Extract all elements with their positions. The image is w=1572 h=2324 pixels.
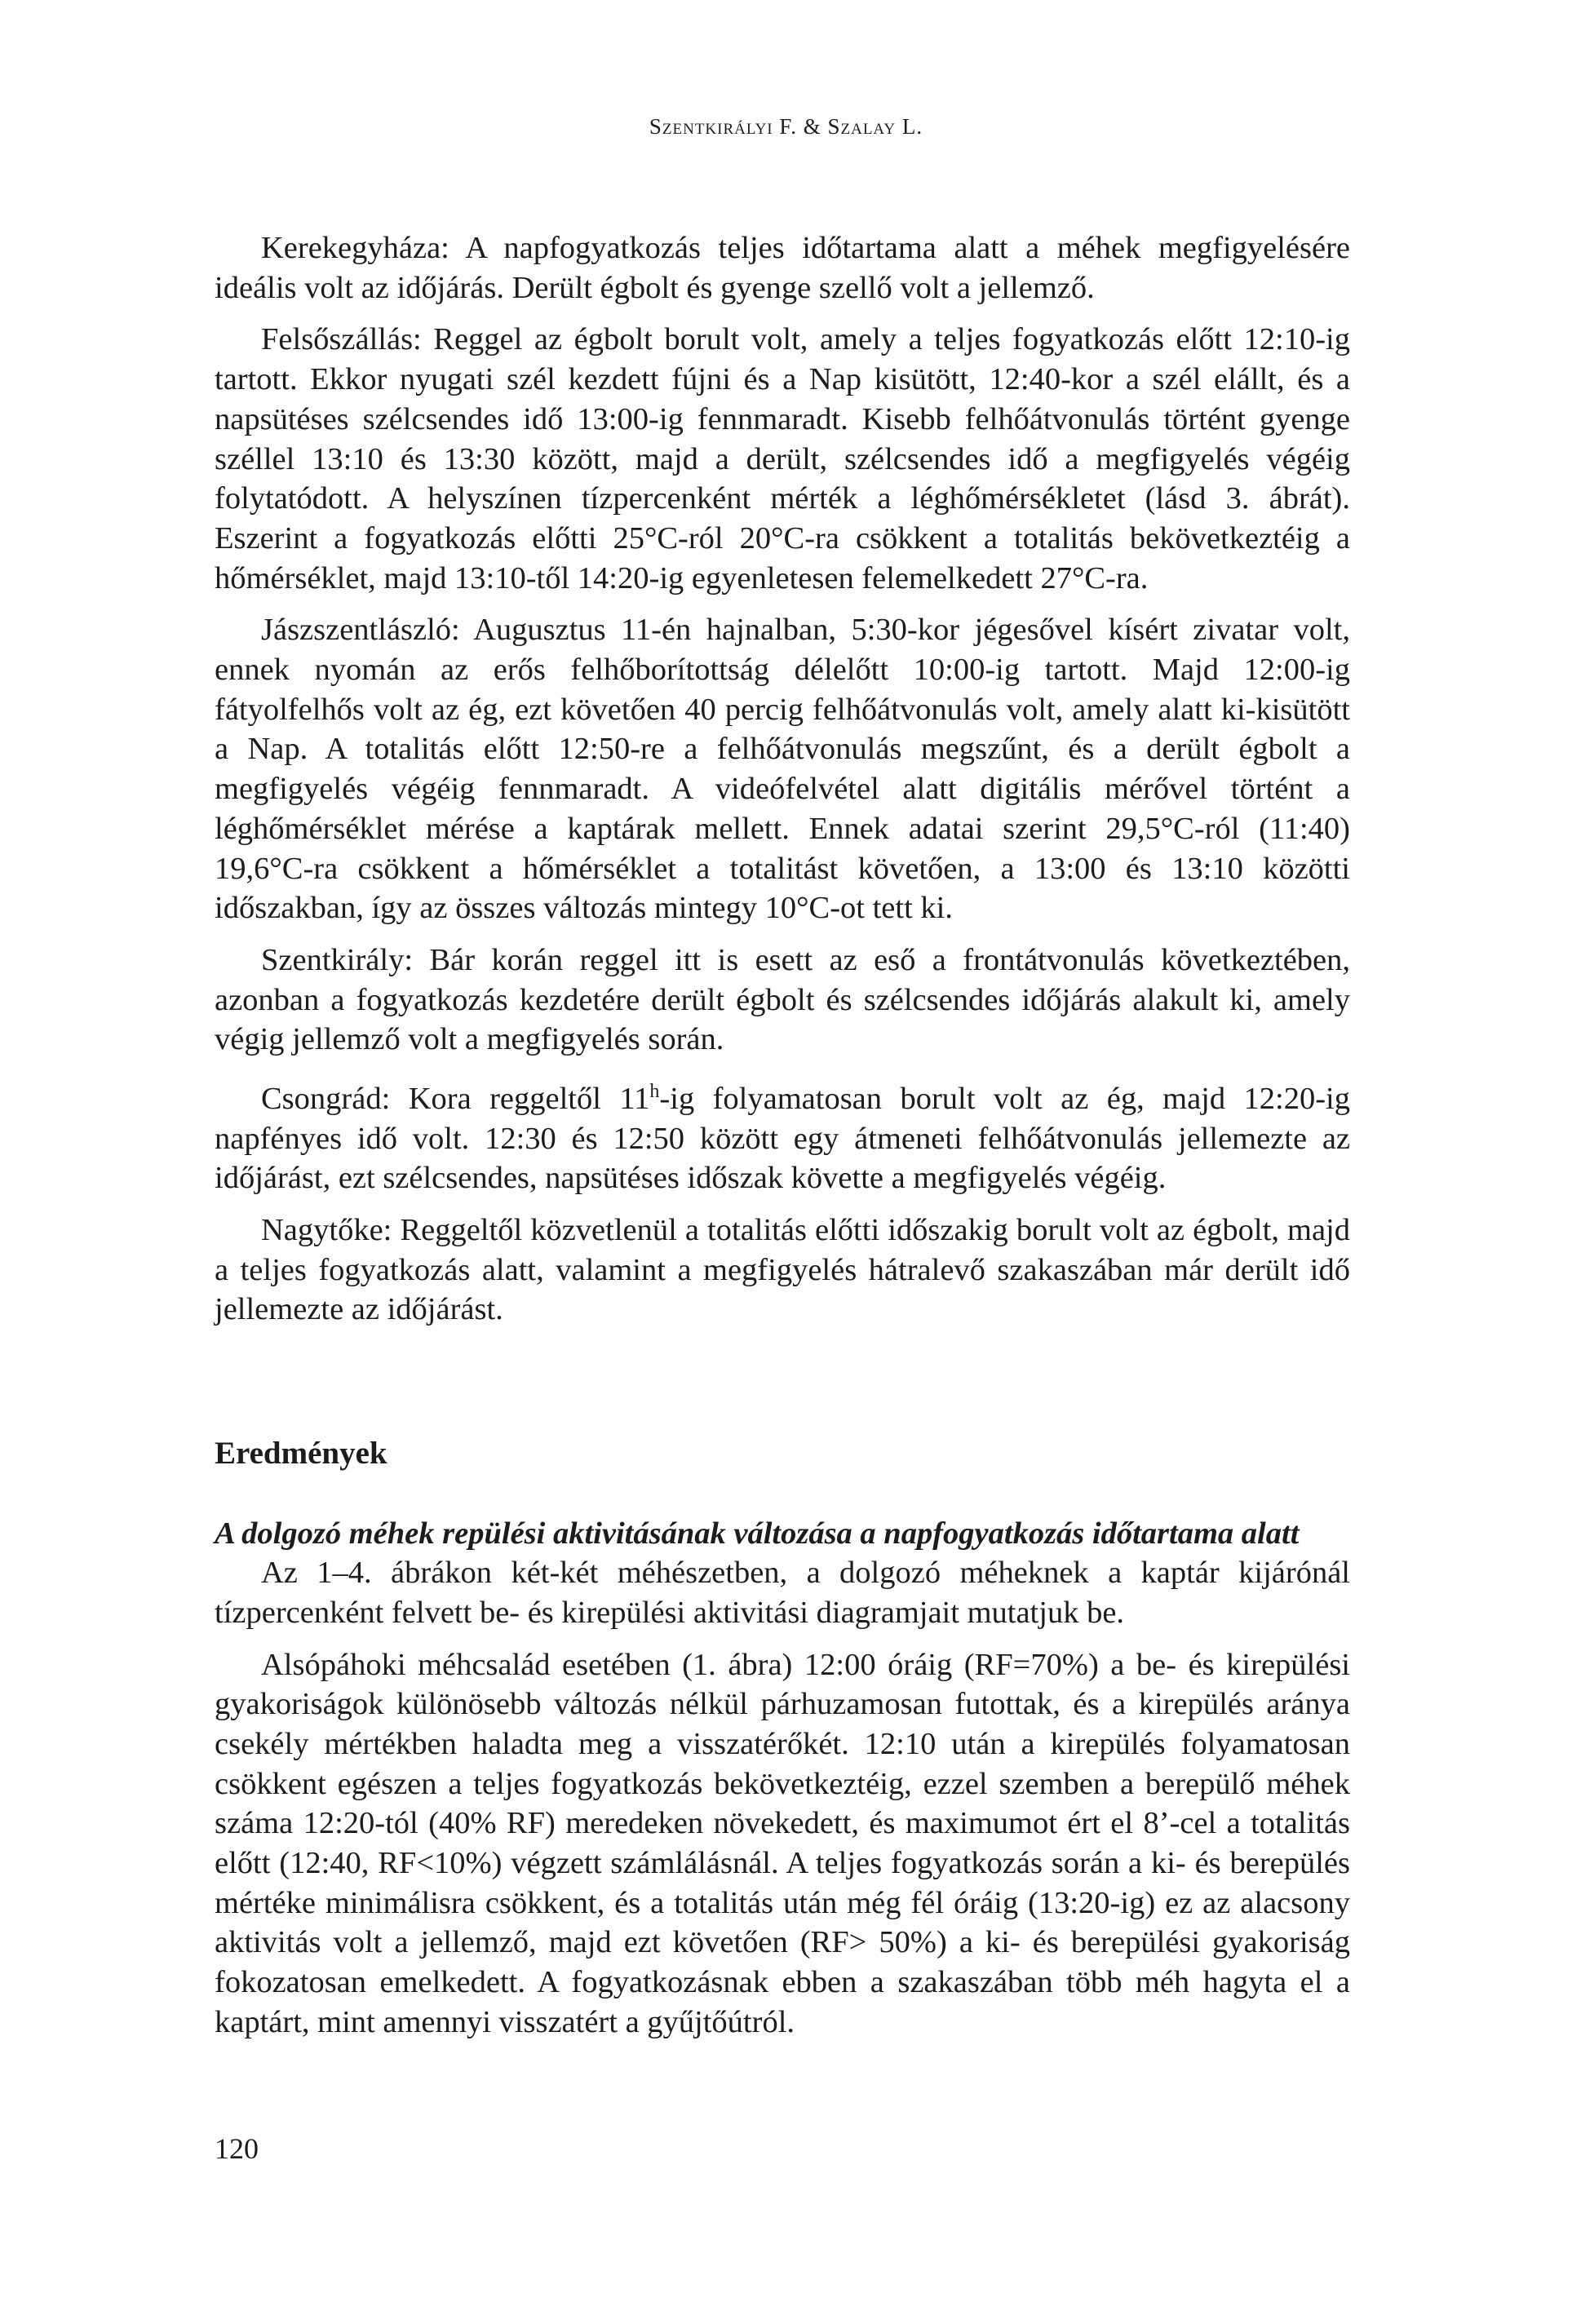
running-head: Szentkirályi F. & Szalay L.	[649, 114, 923, 139]
paragraph-felsoszallas: Felsőszállás: Reggel az égbolt borult volt, amely a teljes fogyatkozás előtt 12:10-ig tartott. Ekkor nyugati szél kezdett fújni és a Nap kisütött, 12:40-kor a szél elállt, és a napsütéses szélcsendes idő 13:00-ig fennmaradt. Kisebb felhőátvonulás történt gyenge széllel 13:10 és 13:30 között, majd a derült, szélcsendes idő a megfigyelés végéig folytatódott. A helyszínen tízpercenként mérték a léghőmérsékletet (lásd 3. ábrát). Eszerint a fogyatkozás előtti 25°C-ról 20°C-ra csökkent a totalitás bekövetkeztéig a hőmérséklet, majd 13:10-től 14:20-ig egyenletesen felemelkedett 27°C-ra.	[215, 322, 1350, 595]
page-number: 120	[215, 2132, 259, 2165]
results-subheading: A dolgozó méhek repülési aktivitásának változása a napfogyatkozás időtartama alatt	[215, 1516, 1300, 1552]
results-heading: Eredmények	[215, 1436, 387, 1472]
paragraph-csongrad	[215, 1072, 1350, 1198]
paragraph-kerekegyhaza: Kerekegyháza: A napfogyatkozás teljes időtartama alatt a méhek megfigyelésére ideális volt az időjárás. Derült égbolt és gyenge szellő volt a jellemző.	[215, 231, 1350, 305]
main-content	[215, 228, 1350, 2043]
results-section	[215, 1434, 1350, 2042]
site-observations	[215, 228, 1350, 1330]
paragraph-nagytoke: Nagytőke: Reggeltől közvetlenül a totalitás előtti időszakig borult volt az égbolt, majd a teljes fogyatkozás alatt, valamint a megfigyelés hátralevő szakaszában már derült idő jellemezte az időjárást.	[215, 1213, 1350, 1327]
paragraph-results-intro: Az 1–4. ábrákon két-két méhészetben, a dolgozó méheknek a kaptár kijárónál tízpercenként felvett be- és kirepülési aktivitási diagramjait mutatjuk be.	[215, 1556, 1350, 1630]
hour-superscript: h	[649, 1081, 660, 1103]
paragraph-szentkiraly: Szentkirály: Bár korán reggel itt is esett az eső a frontátvonulás következtében, azonban a fogyatkozás kezdetére derült égbolt és szélcsendes időjárás alakult ki, amely végig jellemző volt a megfigyelés során.	[215, 942, 1350, 1057]
paragraph-jaszszentlaszlo: Jászszentlászló: Augusztus 11-én hajnalban, 5:30-kor jégesővel kísért zivatar volt, ennek nyomán az erős felhőborítottság délelőtt 10:00-ig tartott. Majd 12:00-ig fátyolfelhős volt az ég, ezt követően 40 percig felhőátvonulás volt, amely alatt ki-kisütött a Nap. A totalitás előtt 12:50-re a felhőátvonulás megszűnt, és a derült égbolt a megfigyelés végéig fennmaradt. A videófelvétel alatt digitális mérővel történt a léghőmérséklet mérése a kaptárak mellett. Ennek adatai szerint 29,5°C-ról (11:40) 19,6°C-ra csökkent a hőmérséklet a totalitást követően, a 13:00 és 13:10 közötti időszakban, így az összes változás mintegy 10°C-ot tett ki.	[215, 613, 1350, 926]
csongrad-text-start: Csongrád: Kora reggeltől 11	[261, 1081, 650, 1116]
csongrad-text-end: -ig folyamatosan borult volt az ég, majd 12:20-ig napfényes idő volt. 12:30 és 12:50 között egy átmeneti felhőátvonulás jellemezte az időjárást, ezt szélcsendes, napsütéses időszak követte a megfigyelés végéig.	[215, 1081, 1351, 1196]
paragraph-alsopahok: Alsópáhoki méhcsalád esetében (1. ábra) 12:00 óráig (RF=70%) a be- és kirepülési gyakoriságok különösebb változás nélkül párhuzamosan futottak, és a kirepülés aránya csekély mértékben haladta meg a visszatérőkét. 12:10 után a kirepülés folyamatosan csökkent egészen a teljes fogyatkozás bekövetkeztéig, ezzel szemben a berepülő méhek száma 12:20-tól (40% RF) meredeken növekedett, és maximumot ért el 8’-cel a totalitás előtt (12:40, RF<10%) végzett számlálásnál. A teljes fogyatkozás során a ki- és berepülés mértéke minimálisra csökkent, és a totalitás után még fél óráig (13:20-ig) ez az alacsony aktivitás volt a jellemző, majd ezt követően (RF> 50%) a ki- és berepülési gyakoriság fokozatosan emelkedett. A fogyatkozásnak ebben a szakaszában több méh hagyta el a kaptárt, mint amennyi visszatért a gyűjtőútról.	[215, 1647, 1350, 2039]
